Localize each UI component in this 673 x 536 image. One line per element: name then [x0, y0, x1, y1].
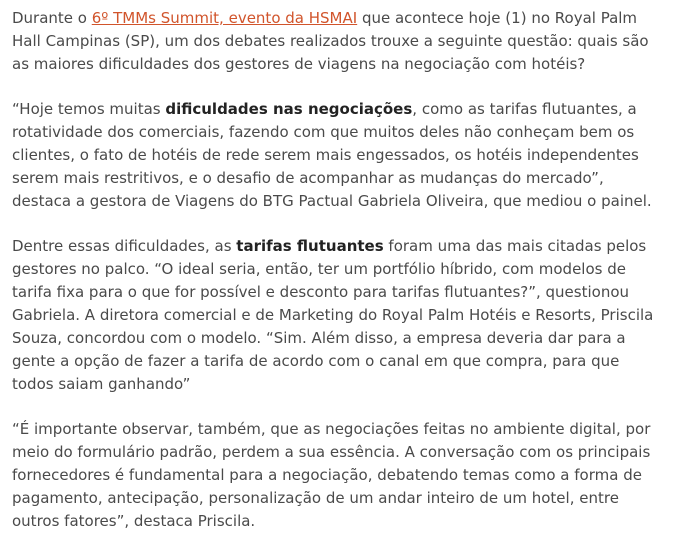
quote-text-after-bold: , como as tarifas flutuantes, a rotatividade dos comerciais, fazendo com que muitos deles não conheçam bem os clientes, o fato de hotéis de rede serem mais engessados, os hotéis independentes serem mais restritivos, e o desafio de acompanhar as mudanças do mercado”, destaca a gestora de Viagens do BTG Pactual Gabriela Oliveira, que mediou o painel. [12, 100, 652, 210]
article-body [12, 7, 664, 533]
paragraph-intro [12, 7, 664, 76]
intro-text-after-link: que acontece hoje (1) no Royal Palm Hall Campinas (SP), um dos debates realizados trouxe a seguinte questão: quais são as maiores dificuldades dos gestores de viagens na negociação com hotéis? [12, 9, 649, 73]
rates-text-after-bold: foram uma das mais citadas pelos gestores no palco. “O ideal seria, então, ter um portfólio híbrido, com modelos de tarifa fixa para o que for possível e desconto para tarifas flutuantes?”, questionou Gabriela. A diretora comercial e de Marketing do Royal Palm Hotéis e Resorts, Priscila Souza, concordou com o modelo. “Sim. Além disso, a empresa deveria dar para a gente a opção de fazer a tarifa de acordo com o canal em que compra, para que todos saiam ganhando” [12, 237, 654, 393]
rates-text-before-bold: Dentre essas dificuldades, as [12, 237, 237, 255]
paragraph-quote-priscila [12, 418, 664, 533]
bold-difficulties: dificuldades nas negociações [165, 100, 413, 118]
bold-floating-rates: tarifas flutuantes [236, 237, 384, 255]
quote-text-before-bold: “Hoje temos muitas [12, 100, 166, 118]
intro-text-before-link: Durante o [12, 9, 92, 27]
event-link[interactable]: 6º TMMs Summit, evento da HSMAI [91, 9, 358, 27]
paragraph-quote-gabriela [12, 98, 664, 213]
paragraph-floating-rates [12, 235, 664, 396]
closing-quote-text: “É importante observar, também, que as negociações feitas no ambiente digital, por meio do formulário padrão, perdem a sua essência. A conversação com os principais fornecedores é fundamental para a negociação, debatendo temas como a forma de pagamento, antecipação, personalização de um andar inteiro de um hotel, entre outros fatores”, destaca Priscila. [12, 420, 651, 530]
